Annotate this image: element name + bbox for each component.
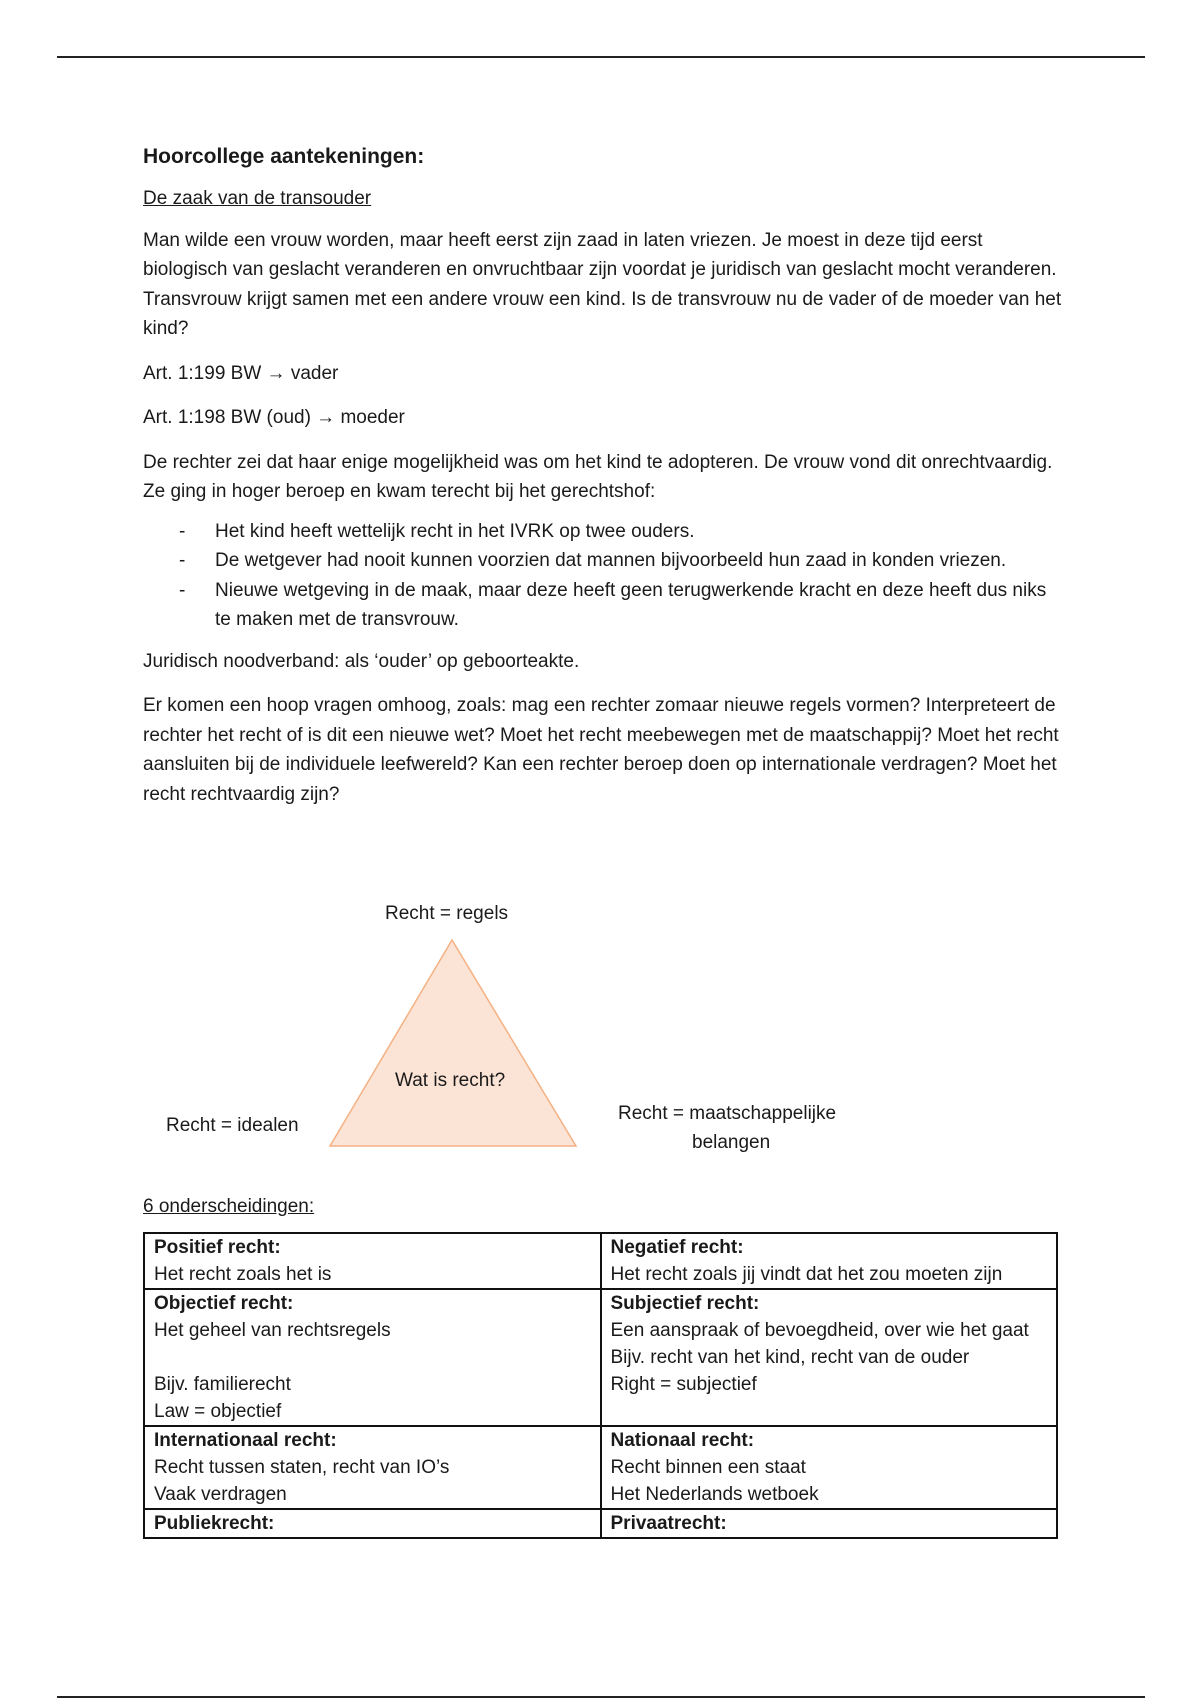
list-item-text: Het kind heeft wettelijk recht in het IVRK op twee ouders.: [215, 520, 695, 542]
cell-title: Nationaal recht:: [610, 1430, 755, 1451]
questions-paragraph: Er komen een hoop vragen omhoog, zoals: mag een rechter zomaar nieuwe regels vormen? Interpreteert de rechter het recht of is dit een nieuwe wet? Moet het recht meebewegen met de maatschappij? Moet het recht aansluiten bij de individuele leefwereld? Kan een rechter beroep doen op internationale verdragen? Moet het recht rechtvaardig zijn?: [143, 695, 1059, 805]
cell-text: Recht binnen een staat: [610, 1457, 806, 1478]
diagram-left-label: Recht = idealen: [166, 1115, 299, 1136]
cell-title: Internationaal recht:: [154, 1430, 337, 1451]
diagram-right-label-line2: belangen: [692, 1132, 771, 1153]
list-item: [179, 546, 1063, 576]
bullet-dash: -: [179, 579, 186, 601]
cell-text: Bijv. recht van het kind, recht van de ouder: [610, 1347, 970, 1368]
emergency-note: Juridisch noodverband: als ‘ouder’ op geboorteakte.: [143, 650, 580, 672]
distinctions-table: [143, 1232, 1058, 1539]
table-row: [144, 1289, 1057, 1426]
intro-paragraph: Man wilde een vrouw worden, maar heeft eerst zijn zaad in laten vriezen. Je moest in deze tijd eerst biologisch van geslacht veranderen en onvruchtbaar zijn voordat je juridisch van geslacht mocht veranderen. Transvrouw krijgt samen met een andere vrouw een kind. Is de transvrouw nu de vader of de moeder van het kind?: [143, 229, 1062, 339]
table-cell: [144, 1426, 601, 1509]
diagram-top-label: Recht = regels: [385, 903, 509, 924]
cell-text: Vaak verdragen: [154, 1484, 287, 1505]
distinctions-section: [143, 1193, 1063, 1539]
cell-text: Een aanspraak of bevoegdheid, over wie het gaat: [610, 1320, 1029, 1341]
table-row: [144, 1426, 1057, 1509]
table-cell: [601, 1509, 1058, 1538]
court-arguments-list: [143, 517, 1063, 635]
diagram-right-label-line1: Recht = maatschappelijke: [618, 1103, 837, 1124]
cell-spacer: [154, 1344, 591, 1371]
table-cell: [144, 1509, 601, 1538]
table-cell: [601, 1233, 1058, 1289]
table-cell: [144, 1233, 601, 1289]
list-item-text: De wetgever had nooit kunnen voorzien dat mannen bijvoorbeeld hun zaad in konden vriezen.: [215, 550, 1007, 571]
case-title: De zaak van de transouder: [143, 188, 372, 209]
list-item-text: Nieuwe wetgeving in de maak, maar deze heeft geen terugwerkende kracht en deze heeft dus niks te maken met de transvrouw.: [215, 579, 1047, 630]
table-row: [144, 1509, 1057, 1538]
cell-text: Right = subjectief: [610, 1374, 757, 1395]
cell-title: Objectief recht:: [154, 1293, 294, 1314]
bullet-dash: -: [179, 550, 186, 571]
cell-text: Het geheel van rechtsregels: [154, 1320, 391, 1341]
cell-title: Positief recht:: [154, 1237, 281, 1258]
cell-text: Het Nederlands wetboek: [610, 1484, 819, 1505]
table-cell: [601, 1426, 1058, 1509]
judge-paragraph: De rechter zei dat haar enige mogelijkheid was om het kind te adopteren. De vrouw vond dit onrechtvaardig. Ze ging in hoger beroep en kwam terecht bij het gerechtshof:: [143, 451, 1053, 502]
bullet-dash: -: [179, 520, 186, 542]
table-cell: [601, 1289, 1058, 1426]
cell-text: Het recht zoals jij vindt dat het zou moeten zijn: [610, 1264, 1003, 1285]
table-cell: [144, 1289, 601, 1426]
article-line-father: Art. 1:199 BW → vader: [143, 362, 339, 384]
diagram-center-label: Wat is recht?: [395, 1070, 506, 1091]
table-row: [144, 1233, 1057, 1289]
footer-rule: [57, 1696, 1145, 1698]
article-line-mother: Art. 1:198 BW (oud) → moeder: [143, 407, 405, 428]
cell-text: Recht tussen staten, recht van IO’s: [154, 1457, 450, 1478]
cell-text: Het recht zoals het is: [154, 1264, 332, 1285]
triangle-shape: [330, 940, 576, 1146]
cell-text: Law = objectief: [154, 1401, 282, 1422]
header-rule: [57, 56, 1145, 58]
page-title: Hoorcollege aantekeningen:: [143, 145, 425, 168]
cell-title: Subjectief recht:: [610, 1293, 760, 1314]
list-item: [179, 517, 1063, 547]
notes-body: [143, 142, 1063, 824]
distinctions-title: 6 onderscheidingen:: [143, 1196, 315, 1217]
cell-title: Negatief recht:: [610, 1237, 744, 1258]
list-item: [179, 576, 1063, 635]
cell-text: Bijv. familierecht: [154, 1374, 291, 1395]
cell-title: Privaatrecht:: [610, 1513, 727, 1534]
law-triangle-diagram: [143, 890, 1063, 1170]
cell-title: Publiekrecht:: [154, 1513, 275, 1534]
